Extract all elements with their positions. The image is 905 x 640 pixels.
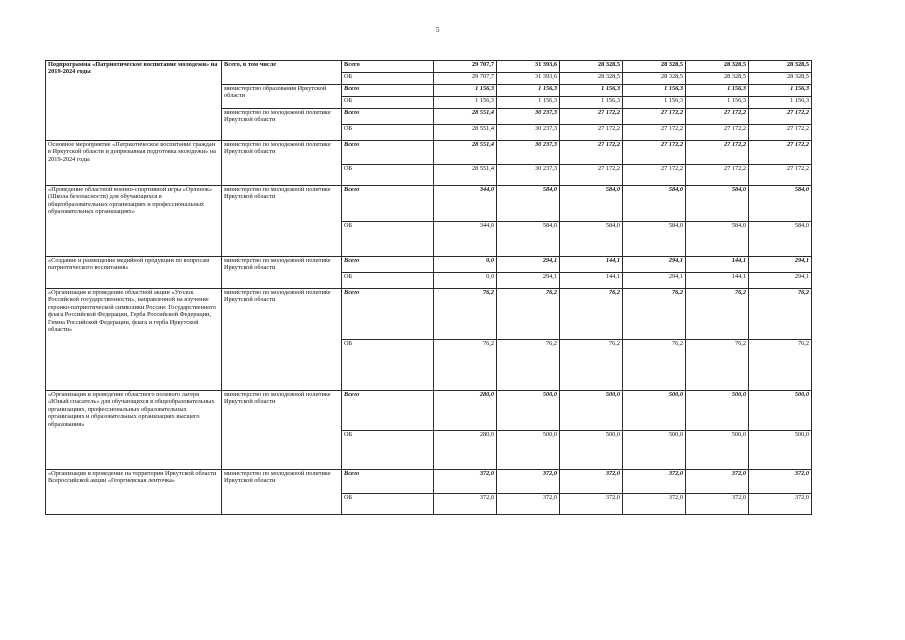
amount-cell: 584,0: [623, 222, 686, 257]
amount-cell: 28 328,5: [560, 61, 623, 73]
amount-cell: 372,0: [686, 494, 749, 515]
amount-cell: 144,1: [560, 273, 623, 289]
amount-cell: 76,2: [749, 289, 812, 340]
executor-name: министерство по молодежной политике Иркутской области: [222, 109, 342, 141]
amount-cell: 500,0: [497, 431, 560, 470]
amount-cell: 27 172,2: [623, 141, 686, 165]
amount-cell: 1 156,3: [497, 97, 560, 109]
amount-cell: 27 172,2: [749, 141, 812, 165]
amount-cell: 28 328,5: [623, 73, 686, 85]
amount-cell: 28 328,5: [749, 61, 812, 73]
amount-cell: 372,0: [497, 494, 560, 515]
amount-cell: 76,2: [434, 340, 497, 391]
amount-cell: 30 237,3: [497, 165, 560, 186]
amount-cell: 344,0: [434, 186, 497, 222]
amount-cell: 31 393,6: [497, 73, 560, 85]
funding-source: ОБ: [342, 340, 434, 391]
amount-cell: 76,2: [749, 340, 812, 391]
amount-cell: 27 172,2: [560, 141, 623, 165]
amount-cell: 584,0: [686, 222, 749, 257]
amount-cell: 584,0: [560, 186, 623, 222]
amount-cell: 27 172,2: [623, 165, 686, 186]
amount-cell: 1 156,3: [749, 97, 812, 109]
amount-cell: 27 172,2: [686, 165, 749, 186]
amount-cell: 76,2: [686, 289, 749, 340]
funding-source: Всего: [342, 289, 434, 340]
executor-name: министерство по молодежной политике Иркутской области: [222, 257, 342, 289]
amount-cell: 584,0: [749, 186, 812, 222]
amount-cell: 372,0: [749, 494, 812, 515]
funding-source: Всего: [342, 61, 434, 73]
funding-source: ОБ: [342, 431, 434, 470]
executor-name: министерство по молодежной политике Иркутской области: [222, 391, 342, 470]
amount-cell: 28 328,5: [623, 61, 686, 73]
amount-cell: 27 172,2: [560, 109, 623, 125]
page-number: 5: [436, 26, 440, 34]
funding-source: Всего: [342, 470, 434, 494]
amount-cell: 76,2: [623, 289, 686, 340]
amount-cell: 344,0: [434, 222, 497, 257]
amount-cell: 27 172,2: [686, 125, 749, 141]
activity-name: Основное мероприятие «Патриотическое воспитание граждан в Иркутской области и допризывная подготовка молодежи» на 2019-2024 годы: [46, 141, 222, 186]
amount-cell: 372,0: [686, 470, 749, 494]
amount-cell: 1 156,3: [434, 85, 497, 97]
amount-cell: 28 328,5: [749, 73, 812, 85]
amount-cell: 27 172,2: [749, 109, 812, 125]
budget-table: [45, 60, 812, 515]
amount-cell: 27 172,2: [749, 125, 812, 141]
amount-cell: 30 237,3: [497, 109, 560, 125]
amount-cell: 584,0: [623, 186, 686, 222]
amount-cell: 1 156,3: [749, 85, 812, 97]
amount-cell: 1 156,3: [560, 97, 623, 109]
funding-source: Всего: [342, 257, 434, 273]
table-row: [46, 141, 812, 165]
amount-cell: 1 156,3: [623, 85, 686, 97]
activity-name: «Организация и проведение на территории Иркутской области Всероссийской акции «Георгиевская ленточка»: [46, 470, 222, 515]
amount-cell: 29 707,7: [434, 73, 497, 85]
amount-cell: 500,0: [497, 391, 560, 431]
funding-source: ОБ: [342, 494, 434, 515]
amount-cell: 500,0: [749, 431, 812, 470]
amount-cell: 27 172,2: [560, 165, 623, 186]
amount-cell: 500,0: [560, 391, 623, 431]
amount-cell: 76,2: [497, 289, 560, 340]
executor-name: Всего, в том числе: [222, 61, 342, 85]
amount-cell: 1 156,3: [623, 97, 686, 109]
amount-cell: 584,0: [749, 222, 812, 257]
funding-source: ОБ: [342, 97, 434, 109]
amount-cell: 500,0: [749, 391, 812, 431]
amount-cell: 584,0: [497, 186, 560, 222]
amount-cell: 294,1: [497, 273, 560, 289]
amount-cell: 28 328,5: [560, 73, 623, 85]
amount-cell: 144,1: [686, 273, 749, 289]
activity-name: «Проведение областной военно-спортивной игры «Орленок» (Школа безопасности) для обучающихся в общеобразовательных организациях и профессиональных образовательных организациях»: [46, 186, 222, 257]
activity-name: Подпрограмма «Патриотическое воспитание молодежи» на 2019-2024 годы: [46, 61, 222, 141]
amount-cell: 372,0: [623, 494, 686, 515]
amount-cell: 372,0: [560, 494, 623, 515]
amount-cell: 1 156,3: [686, 85, 749, 97]
amount-cell: 76,2: [623, 340, 686, 391]
funding-source: Всего: [342, 141, 434, 165]
amount-cell: 294,1: [497, 257, 560, 273]
executor-name: министерство по молодежной политике Иркутской области: [222, 289, 342, 391]
funding-source: ОБ: [342, 125, 434, 141]
amount-cell: 294,1: [749, 257, 812, 273]
amount-cell: 28 551,4: [434, 109, 497, 125]
amount-cell: 500,0: [560, 431, 623, 470]
funding-source: ОБ: [342, 273, 434, 289]
amount-cell: 294,1: [623, 273, 686, 289]
amount-cell: 76,2: [434, 289, 497, 340]
funding-source: Всего: [342, 391, 434, 431]
executor-name: министерство по молодежной политике Иркутской области: [222, 470, 342, 515]
table-row: [46, 186, 812, 222]
funding-source: ОБ: [342, 73, 434, 85]
amount-cell: 27 172,2: [623, 125, 686, 141]
amount-cell: 1 156,3: [497, 85, 560, 97]
amount-cell: 1 156,3: [560, 85, 623, 97]
executor-name: министерство по молодежной политике Иркутской области: [222, 186, 342, 257]
amount-cell: 28 551,4: [434, 165, 497, 186]
amount-cell: 144,1: [560, 257, 623, 273]
activity-name: «Создание и размещение медийной продукции по вопросам патриотического воспитания»: [46, 257, 222, 289]
activity-name: «Организация и проведение областной акции «Уголок Российской государственности», направленной на изучение героико-патриотической символики России: Государственного флага Российской Федерации, Герба Российской Федерации, Гимна Российской Федерации, флага и герба Иркутской области»: [46, 289, 222, 391]
table-row: [46, 391, 812, 431]
amount-cell: 30 237,3: [497, 125, 560, 141]
amount-cell: 30 237,3: [497, 141, 560, 165]
amount-cell: 372,0: [749, 470, 812, 494]
amount-cell: 76,2: [686, 340, 749, 391]
table-row: [46, 61, 812, 73]
amount-cell: 500,0: [623, 431, 686, 470]
amount-cell: 0,0: [434, 273, 497, 289]
amount-cell: 1 156,3: [686, 97, 749, 109]
amount-cell: 294,1: [623, 257, 686, 273]
funding-source: Всего: [342, 109, 434, 125]
amount-cell: 372,0: [497, 470, 560, 494]
amount-cell: 27 172,2: [623, 109, 686, 125]
amount-cell: 584,0: [686, 186, 749, 222]
amount-cell: 28 551,4: [434, 125, 497, 141]
funding-source: ОБ: [342, 165, 434, 186]
table-row: [46, 470, 812, 494]
amount-cell: 280,0: [434, 431, 497, 470]
amount-cell: 372,0: [434, 470, 497, 494]
amount-cell: 500,0: [623, 391, 686, 431]
executor-name: министерство по молодежной политике Иркутской области: [222, 141, 342, 186]
amount-cell: 28 328,5: [686, 73, 749, 85]
amount-cell: 76,2: [497, 340, 560, 391]
amount-cell: 280,0: [434, 391, 497, 431]
amount-cell: 584,0: [497, 222, 560, 257]
amount-cell: 294,1: [749, 273, 812, 289]
amount-cell: 372,0: [434, 494, 497, 515]
amount-cell: 29 707,7: [434, 61, 497, 73]
amount-cell: 27 172,2: [560, 125, 623, 141]
funding-source: ОБ: [342, 222, 434, 257]
amount-cell: 28 328,5: [686, 61, 749, 73]
amount-cell: 1 156,3: [434, 97, 497, 109]
activity-name: «Организация и проведение областного полевого лагеря «Юный спасатель» для обучающихся в общеобразовательных организациях, профессиональных образовательных организациях и образовательных организациях высшего образования»: [46, 391, 222, 470]
amount-cell: 0,0: [434, 257, 497, 273]
amount-cell: 584,0: [560, 222, 623, 257]
funding-source: Всего: [342, 85, 434, 97]
amount-cell: 76,2: [560, 340, 623, 391]
amount-cell: 31 393,6: [497, 61, 560, 73]
amount-cell: 27 172,2: [749, 165, 812, 186]
amount-cell: 372,0: [560, 470, 623, 494]
amount-cell: 144,1: [686, 257, 749, 273]
table-row: [46, 257, 812, 273]
amount-cell: 500,0: [686, 431, 749, 470]
amount-cell: 76,2: [560, 289, 623, 340]
amount-cell: 27 172,2: [686, 141, 749, 165]
amount-cell: 27 172,2: [686, 109, 749, 125]
funding-source: Всего: [342, 186, 434, 222]
table-row: [46, 289, 812, 340]
amount-cell: 372,0: [623, 470, 686, 494]
amount-cell: 500,0: [686, 391, 749, 431]
amount-cell: 28 551,4: [434, 141, 497, 165]
executor-name: министерство образования Иркутской области: [222, 85, 342, 109]
